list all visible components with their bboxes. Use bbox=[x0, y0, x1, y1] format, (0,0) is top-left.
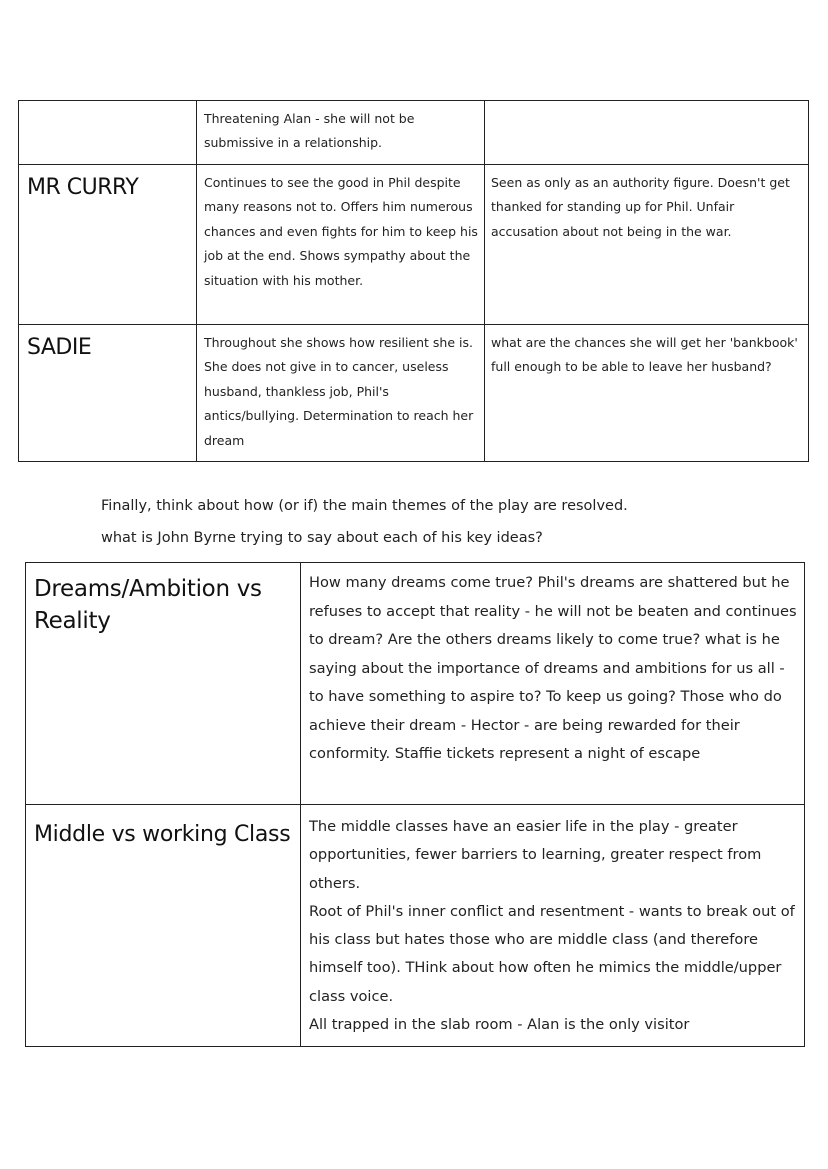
table-row bbox=[19, 325, 809, 462]
theme-paragraph: The middle classes have an easier life in the play - greater opportunities, fewer barriers to learning, greater respect from others. bbox=[309, 818, 762, 892]
theme-paragraph: How many dreams come true? Phil's dreams are shattered but he refuses to accept that reality - he will not be beaten and continues to dream? Are the others dreams likely to come true? what is he saying about the importance of dreams and ambitions for us all - to have something to aspire to? To keep us going? Those who do achieve their dream - Hector - are being rewarded for their conformity. Staffie tickets represent a night of escape bbox=[309, 574, 797, 762]
character-name bbox=[19, 101, 196, 111]
theme-name-cell bbox=[26, 805, 301, 1047]
theme-paragraph: All trapped in the slab room - Alan is the only visitor bbox=[309, 1016, 690, 1034]
character-questions bbox=[485, 101, 808, 107]
questions-cell bbox=[485, 165, 809, 325]
table-row bbox=[19, 165, 809, 325]
prompt-line-1: Finally, think about how (or if) the main themes of the play are resolved. bbox=[101, 498, 628, 514]
questions-cell bbox=[485, 325, 809, 462]
table-row bbox=[26, 805, 805, 1047]
character-questions: what are the chances she will get her 'bankbook' full enough to be able to leave her husband? bbox=[491, 335, 798, 375]
theme-notes bbox=[301, 563, 804, 769]
questions-cell bbox=[485, 101, 809, 165]
character-questions: Seen as only as an authority figure. Doesn't get thanked for standing up for Phil. Unfair accusation about not being in the war. bbox=[491, 175, 790, 239]
character-traits: Throughout she shows how resilient she is. She does not give in to cancer, useless husband, thankless job, Phil's antics/bullying. Determination to reach her dream bbox=[204, 335, 474, 448]
theme-paragraph: Root of Phil's inner conflict and resentment - wants to break out of his class but hates those who are middle class (and therefore himself too). THink about how often he mimics the middle/upper class voice. bbox=[309, 902, 795, 1005]
character-table bbox=[18, 100, 809, 462]
character-name-cell bbox=[19, 165, 197, 325]
character-name: MR CURRY bbox=[27, 175, 139, 200]
theme-title: Dreams/Ambition vs Reality bbox=[34, 576, 262, 634]
character-name: SADIE bbox=[27, 335, 92, 360]
table-row bbox=[26, 563, 805, 805]
theme-notes-cell bbox=[301, 805, 805, 1047]
character-name-cell bbox=[19, 325, 197, 462]
traits-cell bbox=[197, 101, 485, 165]
theme-notes bbox=[301, 805, 804, 1039]
traits-cell bbox=[197, 325, 485, 462]
themes-table bbox=[25, 562, 805, 1047]
character-traits: Continues to see the good in Phil despite many reasons not to. Offers him numerous chances and even fights for him to keep his job at the end. Shows sympathy about the situation with his mother. bbox=[204, 175, 478, 288]
table-row bbox=[19, 101, 809, 165]
character-name-cell bbox=[19, 101, 197, 165]
theme-title: Middle vs working Class bbox=[34, 822, 291, 847]
traits-cell bbox=[197, 165, 485, 325]
theme-notes-cell bbox=[301, 563, 805, 805]
theme-name-cell bbox=[26, 563, 301, 805]
character-traits: Threatening Alan - she will not be submissive in a relationship. bbox=[204, 111, 415, 151]
prompt-line-2: what is John Byrne trying to say about each of his key ideas? bbox=[101, 530, 543, 546]
